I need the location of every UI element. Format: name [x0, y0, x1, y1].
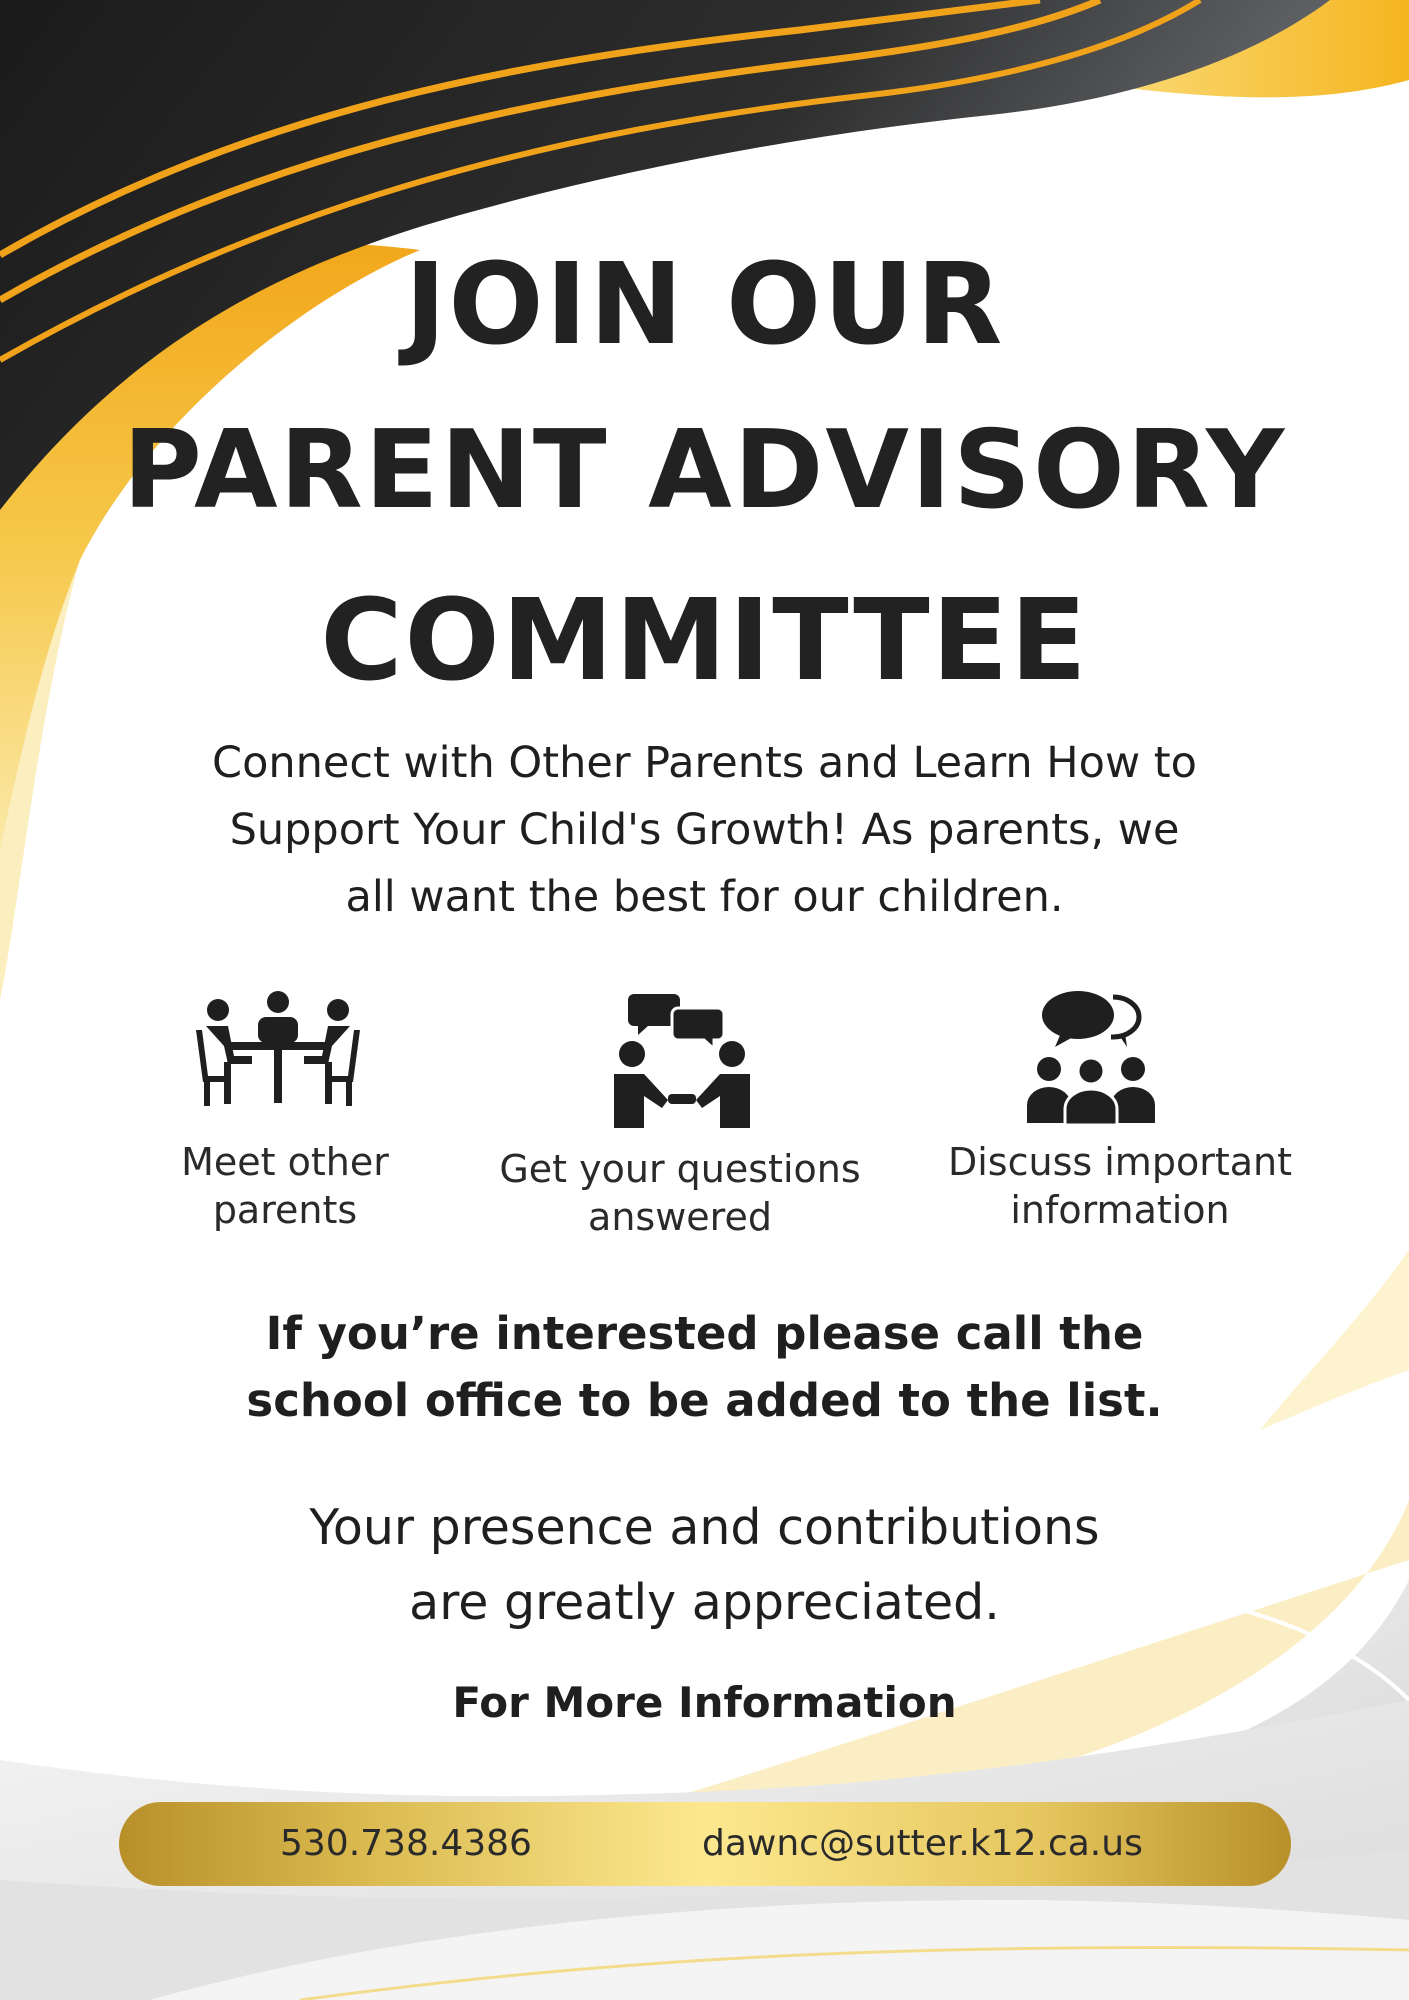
feature-label-meet-parents: [140, 1138, 430, 1234]
intro-paragraph: [110, 730, 1299, 931]
conversation-handshake-icon: [612, 990, 752, 1134]
appreciation-line: Your presence and contributions: [309, 1499, 1100, 1556]
feature-label-line: Discuss important: [947, 1140, 1292, 1184]
appreciation-line: are greatly appreciated.: [409, 1574, 1000, 1631]
intro-line: Support Your Child's Growth! As parents, we: [229, 805, 1180, 855]
feature-label-line: Meet other: [181, 1140, 389, 1184]
title-line-1: JOIN OUR: [404, 240, 1005, 370]
feature-label-discuss: [910, 1138, 1330, 1234]
call-to-action: [100, 1300, 1309, 1434]
intro-line: all want the best for our children.: [345, 872, 1064, 922]
feature-label-line: answered: [588, 1195, 772, 1239]
title-line-3: COMMITTEE: [320, 576, 1089, 706]
meeting-table-icon: [194, 990, 362, 1112]
phone-number[interactable]: 530.738.4386: [280, 1823, 532, 1864]
title-line-2: PARENT ADVISORY: [122, 408, 1287, 533]
feature-label-line: information: [1010, 1188, 1230, 1232]
cta-line: school office to be added to the list.: [246, 1374, 1163, 1427]
intro-line: Connect with Other Parents and Learn How to: [212, 738, 1197, 788]
more-info-heading: For More Information: [452, 1678, 957, 1727]
email-address[interactable]: dawnc@sutter.k12.ca.us: [702, 1823, 1143, 1864]
feature-label-questions: [470, 1145, 890, 1241]
appreciation-text: [100, 1490, 1309, 1640]
feature-label-line: parents: [212, 1188, 358, 1232]
group-discussion-icon: [1021, 985, 1161, 1129]
cta-line: If you’re interested please call the: [265, 1307, 1144, 1360]
feature-label-line: Get your questions: [499, 1147, 861, 1191]
